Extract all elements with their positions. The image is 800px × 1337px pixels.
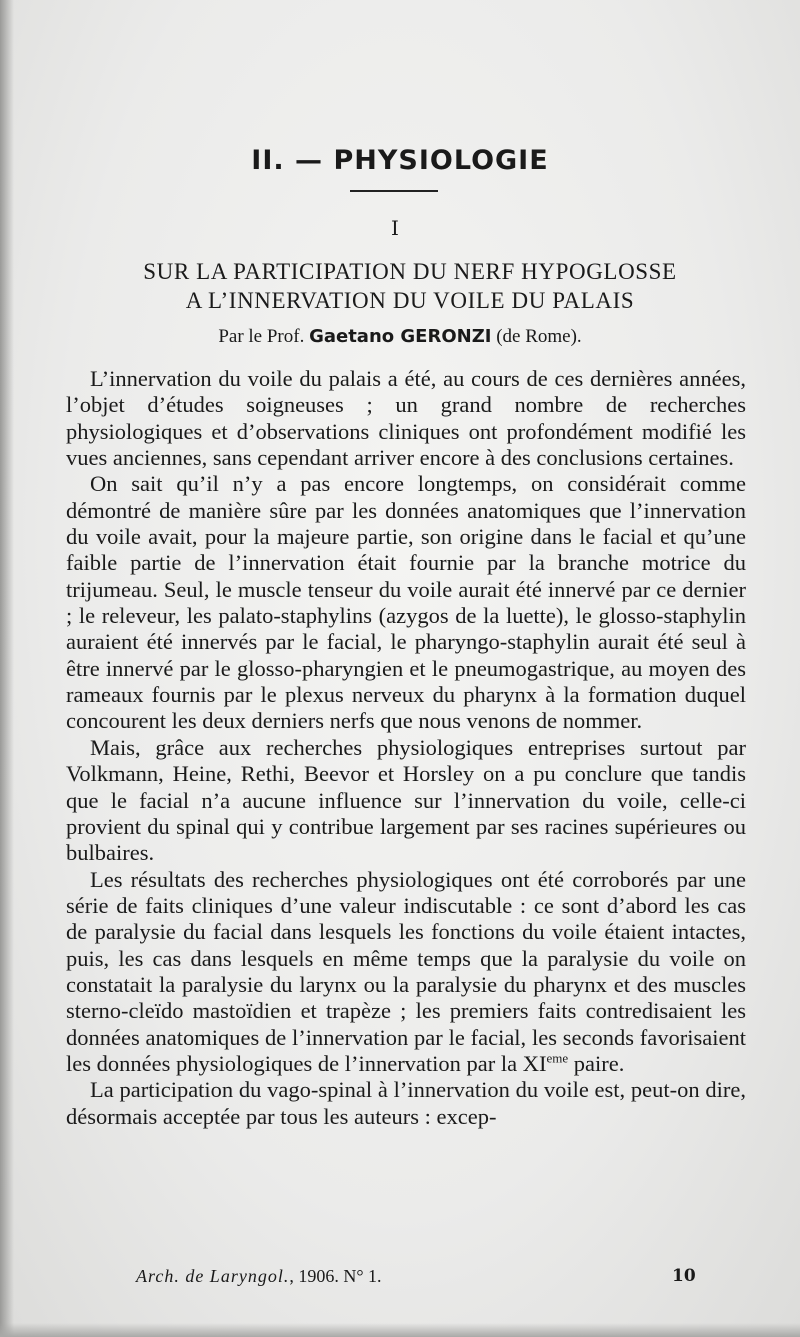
page-number: 10 — [672, 1266, 696, 1286]
paragraph-5: La participation du vago-spinal à l’innervation du voile est, peut-on dire, désormais acceptée par tous les auteurs : excep- — [66, 1077, 746, 1129]
article-title-line-2: A L’INNERVATION DU VOILE DU PALAIS — [185, 288, 635, 313]
article-number: I — [391, 216, 399, 240]
journal-year-issue: , 1906. N° 1. — [289, 1266, 382, 1286]
paragraph-4 — [66, 867, 746, 1078]
page-footer — [136, 1266, 696, 1287]
section-heading: II. — PHYSIOLOGIE — [251, 145, 549, 176]
heading-rule — [350, 190, 438, 192]
byline-suffix: (de Rome). — [491, 326, 582, 347]
author-byline — [0, 326, 800, 348]
author-name: Gaetano GERONZI — [309, 326, 492, 347]
page-edge-shadow — [0, 0, 14, 1337]
paragraph-2: On sait qu’il n’y a pas encore longtemps, on considérait comme démontré de manière sûre par les données anatomiques que l’innervation du voile avait, pour la majeure partie, son origine dans le facial et qu’une faible partie de l’innervation était fournie par la branche motrice du trijumeau. Seul, le muscle tenseur du voile aurait été innervé par ce dernier ; le releveur, les palato-staphylins (azygos de la luette), le glosso-staphylin auraient été innervés par le facial, le pharyngo-staphylin aurait été seul à être innervé par le glosso-pharyngien et le pneumogastrique, au moyen des rameaux fournis par le plexus nerveux du pharynx à la formation duquel concourent les deux derniers nerfs que nous venons de nommer. — [66, 471, 746, 734]
ordinal-superscript: eme — [546, 1050, 569, 1066]
paragraph-3: Mais, grâce aux recherches physiologiques entreprises surtout par Volkmann, Heine, Rethi, Beevor et Horsley on a pu conclure que tandis que le facial n’a aucune influence sur l’innervation du voile, celle-ci provient du spinal qui y contribue largement par ses racines supérieures ou bulbaires. — [66, 734, 746, 866]
page-bottom-shadow — [0, 1323, 800, 1337]
article-title — [60, 257, 760, 315]
paragraph-1: L’innervation du voile du palais a été, au cours de ces dernières années, l’objet d’études soigneuses ; un grand nombre de recherches physiologiques et d’observations cliniques ont profondément modifié les vues anciennes, sans cependant arriver encore à des conclusions certaines. — [66, 366, 746, 471]
article-body — [66, 366, 746, 1130]
journal-name: Arch. de Laryngol. — [136, 1266, 290, 1286]
article-title-line-1: SUR LA PARTICIPATION DU NERF HYPOGLOSSE — [143, 259, 677, 284]
paragraph-4-text: Les résultats des recherches physiologiques ont été corroborés par une série de faits cliniques d’une valeur indiscutable : ce sont d’abord les cas de paralysie du facial dans lesquels les fonctions du voile étaient intactes, puis, les cas dans lesquels en même temps que la paralysie du voile on constatait la paralysie du larynx ou la paralysie du pharynx et des muscles sterno-cleïdo mastoïdien et trapèze ; les premiers faits contredisaient les données anatomiques de l’innervation par le facial, les seconds favorisaient les données physiologiques de l’innervation par la XI — [66, 866, 746, 1076]
paragraph-4-end: paire. — [568, 1050, 625, 1076]
byline-prefix: Par le Prof. — [218, 326, 310, 347]
